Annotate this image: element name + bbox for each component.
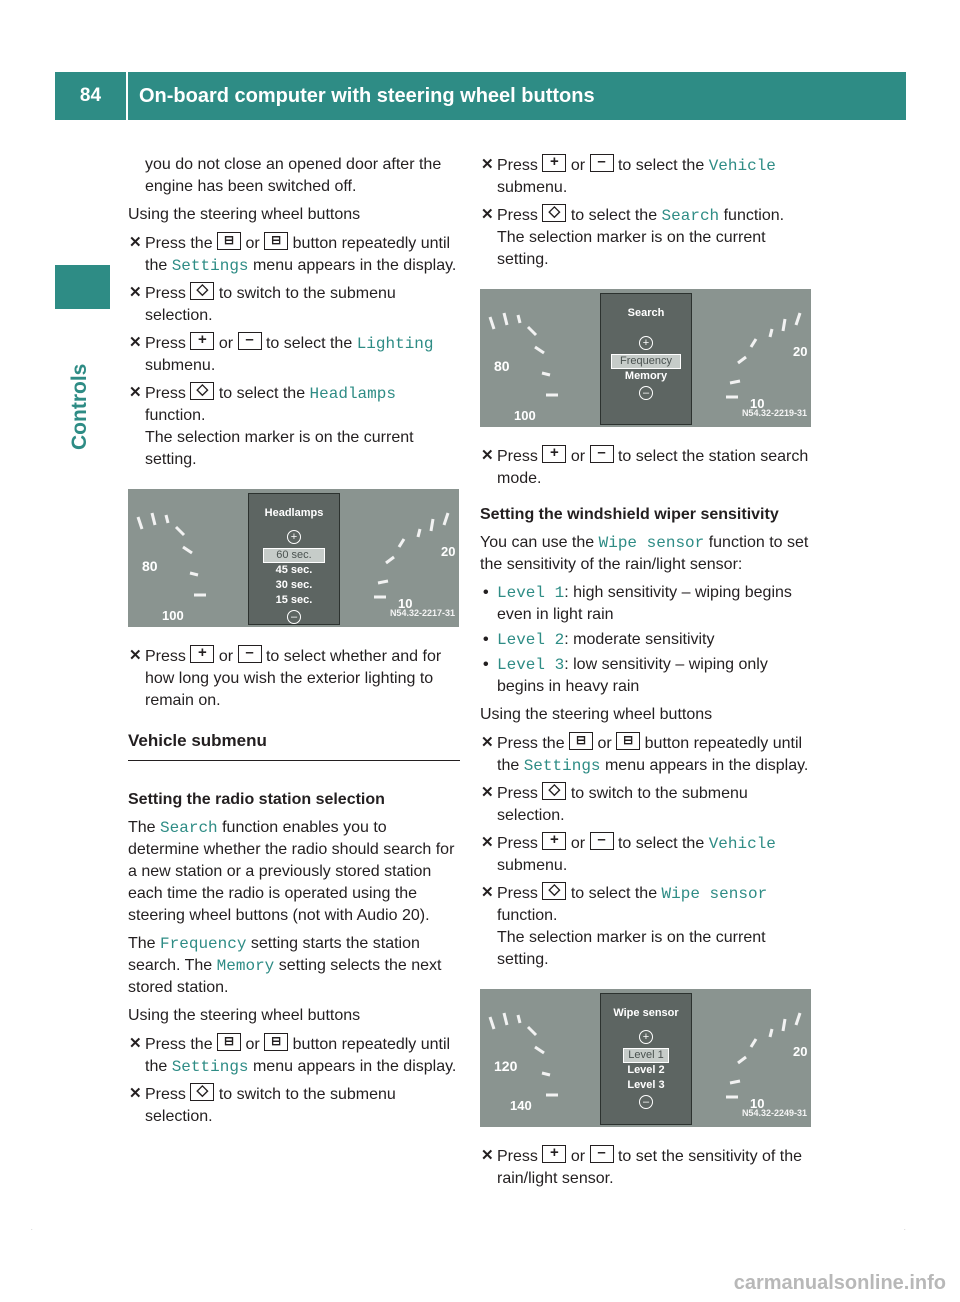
confirm-button-icon: ◇ xyxy=(542,204,566,222)
display-option: Memory xyxy=(624,370,668,382)
gauge-number: 120 xyxy=(494,1058,518,1074)
step-text: to select the xyxy=(218,385,306,402)
step-item xyxy=(480,882,814,971)
step-text: Press xyxy=(497,448,538,465)
gauge-number: 100 xyxy=(162,608,184,623)
step-text: Press xyxy=(497,785,538,802)
menu-term: Level 1 xyxy=(497,584,565,602)
minus-button-icon: – xyxy=(238,332,262,350)
step-text: Press xyxy=(145,285,186,302)
step-item xyxy=(480,154,814,199)
figure-code: N54.32-2249-31 xyxy=(741,1108,807,1118)
menu-term: Headlamps xyxy=(309,385,396,403)
step-item xyxy=(128,232,460,277)
gauge-number: 80 xyxy=(142,558,158,574)
menu-forward-button-icon: ⊟ xyxy=(264,1033,288,1051)
subsection-heading: Setting the windshield wiper sensitivity xyxy=(480,506,779,523)
left-column xyxy=(128,154,460,1133)
step-item xyxy=(128,332,460,377)
instruction-heading: Using the steering wheel buttons xyxy=(128,206,361,223)
step-arrow-icon: ✕ xyxy=(481,447,494,464)
step-text: to select the xyxy=(617,835,705,852)
confirm-button-icon: ◇ xyxy=(190,282,214,300)
step-item xyxy=(480,782,814,827)
menu-term: Search xyxy=(160,819,218,837)
step-text: to select the xyxy=(617,157,705,174)
step-text: Press xyxy=(145,648,186,665)
minus-button-icon: – xyxy=(238,645,262,663)
list-item: • Level 3: low sensitivity – wiping only begins in heavy rain xyxy=(483,656,768,695)
step-note: The selection marker is on the current setting. xyxy=(497,929,766,968)
step-item xyxy=(128,1083,460,1128)
gauge-number: 20 xyxy=(793,344,808,359)
step-text: submenu. xyxy=(497,179,568,196)
step-text: button repeatedly until the xyxy=(497,735,803,774)
step-arrow-icon: ✕ xyxy=(129,647,142,664)
step-text: function. xyxy=(723,207,785,224)
step-arrow-icon: ✕ xyxy=(481,206,494,223)
step-text: to switch to the submenu selection. xyxy=(145,1086,396,1125)
step-text: or xyxy=(570,157,586,174)
bullet-icon: • xyxy=(483,656,489,673)
step-text: Press xyxy=(145,1086,186,1103)
paragraph: The Frequency setting starts the station search. The Memory setting selects the next stored station. xyxy=(128,935,442,996)
display-option: 45 sec. xyxy=(275,564,313,576)
footer-dot: . xyxy=(904,1226,906,1232)
gauge-number: 10 xyxy=(750,396,765,411)
step-text: function. xyxy=(145,407,206,424)
paragraph: You can use the Wipe sensor function to set the sensitivity of the rain/light sensor: xyxy=(480,534,809,573)
step-text: menu appears in the display. xyxy=(252,1058,457,1075)
step-text: Press the xyxy=(145,235,213,252)
step-text: submenu. xyxy=(497,857,568,874)
step-arrow-icon: ✕ xyxy=(129,334,142,351)
right-column xyxy=(480,154,814,1195)
menu-forward-button-icon: ⊟ xyxy=(616,732,640,750)
step-text: or xyxy=(570,1148,586,1165)
display-title: Wipe sensor xyxy=(613,1007,679,1019)
wipe-sensor-display-figure xyxy=(480,989,811,1127)
headlamps-display-figure xyxy=(128,489,459,627)
step-text: to select the station search mode. xyxy=(497,448,809,487)
step-text: button repeatedly until the xyxy=(145,235,451,274)
step-text: Press xyxy=(497,207,538,224)
step-text: to select the xyxy=(265,335,353,352)
step-text: Press the xyxy=(497,735,565,752)
step-text: to set the sensitivity of the rain/light sensor. xyxy=(497,1148,803,1187)
page-title: On-board computer with steering wheel buttons xyxy=(139,85,595,107)
step-text: function. xyxy=(497,907,558,924)
gauge-number: 10 xyxy=(398,596,413,611)
header-divider xyxy=(126,72,128,120)
step-text: or xyxy=(570,448,586,465)
step-note: The selection marker is on the current setting. xyxy=(145,429,414,468)
step-text: to select whether and for how long you wish the exterior lighting to remain on. xyxy=(145,648,442,709)
plus-button-icon: + xyxy=(542,832,566,850)
step-text: to select the xyxy=(570,207,658,224)
gauge-number: 100 xyxy=(514,408,536,423)
step-item xyxy=(480,204,814,271)
step-note: The selection marker is on the current setting. xyxy=(497,229,766,268)
minus-circle-icon: – xyxy=(287,610,301,624)
display-option: Level 2 xyxy=(627,1064,665,1076)
page-number: 84 xyxy=(79,85,102,106)
menu-term: Settings xyxy=(171,257,249,275)
display-title: Search xyxy=(627,307,665,319)
menu-term: Lighting xyxy=(356,335,434,353)
search-display-figure xyxy=(480,289,811,427)
step-arrow-icon: ✕ xyxy=(481,784,494,801)
figure-code: N54.32-2219-31 xyxy=(741,408,807,418)
menu-term: Wipe sensor xyxy=(598,534,705,552)
step-text: Press xyxy=(145,335,186,352)
menu-term: Memory xyxy=(216,957,275,975)
minus-button-icon: – xyxy=(590,154,614,172)
bullet-icon: • xyxy=(483,631,489,648)
gauge-number: 10 xyxy=(750,1096,765,1111)
menu-term: Vehicle xyxy=(708,835,776,853)
list-item: • Level 1: high sensitivity – wiping begins even in light rain xyxy=(483,584,792,623)
step-arrow-icon: ✕ xyxy=(129,284,142,301)
display-panel xyxy=(600,993,692,1125)
bullet-icon: • xyxy=(483,584,489,601)
step-item xyxy=(128,645,460,712)
confirm-button-icon: ◇ xyxy=(542,882,566,900)
selected-option: 60 sec. xyxy=(263,548,325,563)
step-arrow-icon: ✕ xyxy=(481,884,494,901)
step-text: to switch to the submenu selection. xyxy=(145,285,396,324)
step-text: menu appears in the display. xyxy=(252,257,457,274)
minus-circle-icon: – xyxy=(639,386,653,400)
menu-term: Level 2 xyxy=(497,631,565,649)
step-text: Press xyxy=(497,1148,538,1165)
paragraph: The Search function enables you to determine whether the radio should search for a new station or a previously stored station each time the radio is operated using the steering wheel buttons (not with Audio 20). xyxy=(128,819,455,924)
step-arrow-icon: ✕ xyxy=(481,156,494,173)
figure-code: N54.32-2217-31 xyxy=(389,608,455,618)
side-tab-block xyxy=(55,265,110,309)
confirm-button-icon: ◇ xyxy=(542,782,566,800)
step-arrow-icon: ✕ xyxy=(129,1035,142,1052)
step-text: Press the xyxy=(145,1036,213,1053)
menu-term: Search xyxy=(661,207,720,225)
step-text: to select the xyxy=(570,885,658,902)
step-text: menu appears in the display. xyxy=(604,757,809,774)
instruction-heading: Using the steering wheel buttons xyxy=(128,1007,361,1024)
watermark: carmanualsonline.info xyxy=(733,1272,946,1294)
menu-term: Level 3 xyxy=(497,656,565,674)
step-arrow-icon: ✕ xyxy=(129,234,142,251)
display-title: Headlamps xyxy=(264,507,324,519)
gauge-number: 140 xyxy=(510,1098,532,1113)
step-item xyxy=(480,1145,814,1190)
display-panel xyxy=(600,293,692,425)
menu-term: Frequency xyxy=(160,935,247,953)
gauge-number: 80 xyxy=(494,358,510,374)
menu-back-button-icon: ⊟ xyxy=(217,232,241,250)
plus-button-icon: + xyxy=(542,445,566,463)
step-text: Press xyxy=(497,885,538,902)
step-text: or xyxy=(218,335,234,352)
display-option: 15 sec. xyxy=(275,594,313,606)
step-text: or xyxy=(597,735,612,752)
menu-term: Vehicle xyxy=(708,157,776,175)
step-arrow-icon: ✕ xyxy=(481,734,494,751)
menu-term: Settings xyxy=(523,757,601,775)
step-item xyxy=(480,832,814,877)
menu-forward-button-icon: ⊟ xyxy=(264,232,288,250)
intro-text: you do not close an opened door after the engine has been switched off. xyxy=(145,156,442,195)
confirm-button-icon: ◇ xyxy=(190,1083,214,1101)
selected-option: Level 1 xyxy=(623,1048,669,1063)
minus-circle-icon: – xyxy=(639,1095,653,1109)
plus-button-icon: + xyxy=(190,332,214,350)
step-arrow-icon: ✕ xyxy=(129,1085,142,1102)
step-text: submenu. xyxy=(145,357,216,374)
step-item xyxy=(128,382,460,471)
step-arrow-icon: ✕ xyxy=(481,834,494,851)
step-item xyxy=(128,1033,460,1078)
confirm-button-icon: ◇ xyxy=(190,382,214,400)
display-option: Level 3 xyxy=(627,1079,665,1091)
step-item xyxy=(128,282,460,327)
step-item xyxy=(480,445,814,490)
plus-circle-icon: + xyxy=(639,1030,653,1044)
minus-button-icon: – xyxy=(590,832,614,850)
plus-circle-icon: + xyxy=(287,530,301,544)
step-arrow-icon: ✕ xyxy=(481,1147,494,1164)
step-text: Press xyxy=(497,835,538,852)
step-arrow-icon: ✕ xyxy=(129,384,142,401)
plus-button-icon: + xyxy=(542,154,566,172)
step-text: Press xyxy=(497,157,538,174)
gauge-number: 20 xyxy=(793,1044,808,1059)
step-item xyxy=(480,732,814,777)
instruction-heading: Using the steering wheel buttons xyxy=(480,706,713,723)
step-text: or xyxy=(245,235,260,252)
display-panel xyxy=(248,493,340,625)
menu-back-button-icon: ⊟ xyxy=(569,732,593,750)
plus-button-icon: + xyxy=(542,1145,566,1163)
display-option: 30 sec. xyxy=(275,579,313,591)
minus-button-icon: – xyxy=(590,1145,614,1163)
minus-button-icon: – xyxy=(590,445,614,463)
step-text: Press xyxy=(145,385,186,402)
plus-button-icon: + xyxy=(190,645,214,663)
step-text: or xyxy=(245,1036,260,1053)
menu-back-button-icon: ⊟ xyxy=(217,1033,241,1051)
plus-circle-icon: + xyxy=(639,336,653,350)
menu-term: Settings xyxy=(171,1058,249,1076)
list-item: • Level 2: moderate sensitivity xyxy=(483,631,715,649)
step-text: or xyxy=(570,835,586,852)
selected-option: Frequency xyxy=(611,354,681,369)
side-tab-label: Controls xyxy=(68,363,91,450)
subsection-heading: Setting the radio station selection xyxy=(128,791,385,808)
section-title: Vehicle submenu xyxy=(128,730,460,761)
step-text: button repeatedly until the xyxy=(145,1036,451,1075)
footer-dot: . xyxy=(31,1226,33,1232)
gauge-number: 20 xyxy=(441,544,456,559)
step-text: or xyxy=(218,648,234,665)
menu-term: Wipe sensor xyxy=(661,885,768,903)
step-text: to switch to the submenu selection. xyxy=(497,785,748,824)
